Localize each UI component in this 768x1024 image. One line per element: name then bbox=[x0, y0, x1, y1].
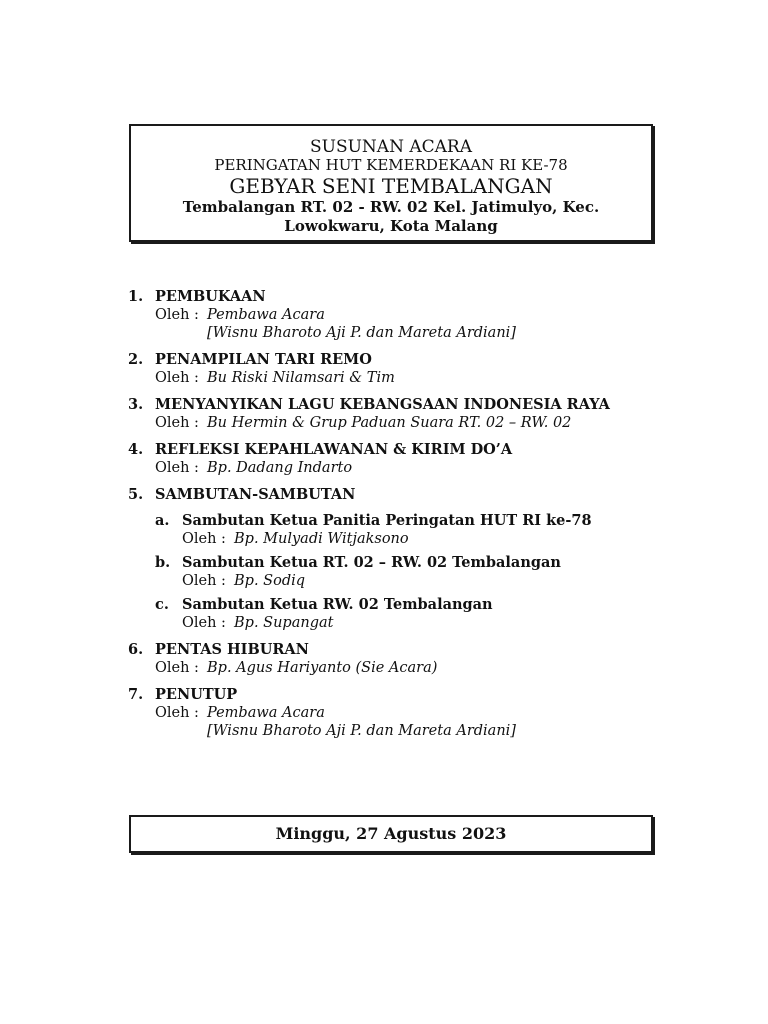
performer-row bbox=[155, 572, 648, 590]
item-title: PENTAS HIBURAN bbox=[155, 641, 309, 658]
agenda-item-heading bbox=[128, 396, 648, 414]
document-subtitle: PERINGATAN HUT KEMERDEKAAN RI KE-78 bbox=[214, 156, 568, 174]
event-name: GEBYAR SENI TEMBALANGAN bbox=[229, 174, 553, 198]
performer-label: Oleh : bbox=[155, 370, 199, 386]
performer-row bbox=[128, 659, 648, 677]
item-number: 7. bbox=[128, 686, 144, 703]
sub-item-title: Sambutan Ketua RW. 02 Tembalangan bbox=[182, 596, 493, 613]
sub-agenda-list bbox=[155, 512, 648, 632]
item-title: MENYANYIKAN LAGU KEBANGSAAN INDONESIA RAYA bbox=[155, 396, 610, 413]
performer-name: Pembawa Acara bbox=[207, 307, 325, 323]
performer-row bbox=[128, 704, 648, 722]
item-title: PENUTUP bbox=[155, 686, 238, 703]
agenda-item-heading bbox=[128, 641, 648, 659]
performer-name: Bp. Sodiq bbox=[234, 573, 306, 589]
item-number: 1. bbox=[128, 288, 144, 305]
sub-item-letter: a. bbox=[155, 512, 170, 529]
agenda-item-heading bbox=[128, 441, 648, 459]
sub-item-letter: b. bbox=[155, 554, 171, 571]
performer-name: Bu Hermin & Grup Paduan Suara RT. 02 – RW. 02 bbox=[207, 415, 572, 431]
performer-row bbox=[128, 369, 648, 387]
performer-row bbox=[155, 530, 648, 548]
performer-label: Oleh : bbox=[155, 705, 199, 721]
item-number: 6. bbox=[128, 641, 144, 658]
performer-label: Oleh : bbox=[182, 531, 226, 547]
item-number: 3. bbox=[128, 396, 144, 413]
agenda-item bbox=[128, 288, 648, 342]
agenda-item bbox=[128, 486, 648, 632]
agenda-item bbox=[128, 396, 648, 432]
performer-row bbox=[128, 414, 648, 432]
event-date-box bbox=[129, 815, 653, 853]
event-date: Minggu, 27 Agustus 2023 bbox=[275, 824, 507, 843]
sub-agenda-heading bbox=[155, 512, 648, 530]
event-address: Tembalangan RT. 02 - RW. 02 Kel. Jatimulyo, Kec. Lowokwaru, Kota Malang bbox=[182, 198, 600, 235]
performer-name: Bp. Agus Hariyanto (Sie Acara) bbox=[207, 660, 438, 676]
sub-agenda-heading bbox=[155, 596, 648, 614]
header-box bbox=[129, 124, 653, 242]
agenda-item bbox=[128, 351, 648, 387]
item-title: SAMBUTAN-SAMBUTAN bbox=[155, 486, 356, 503]
performer-row bbox=[128, 459, 648, 477]
performer-label: Oleh : bbox=[182, 615, 226, 631]
performer-name: Bp. Mulyadi Witjaksono bbox=[234, 531, 409, 547]
sub-item-title: Sambutan Ketua RT. 02 – RW. 02 Tembalangan bbox=[182, 554, 561, 571]
agenda-item bbox=[128, 441, 648, 477]
item-title: REFLEKSI KEPAHLAWANAN & KIRIM DO’A bbox=[155, 441, 513, 458]
performer-detail: [Wisnu Bharoto Aji P. dan Mareta Ardiani] bbox=[207, 723, 516, 739]
agenda-list bbox=[128, 288, 648, 749]
performer-row bbox=[155, 614, 648, 632]
performer-name: Bp. Dadang Indarto bbox=[207, 460, 353, 476]
performer-detail: [Wisnu Bharoto Aji P. dan Mareta Ardiani] bbox=[207, 325, 516, 341]
performer-label: Oleh : bbox=[182, 573, 226, 589]
performer-name: Bp. Supangat bbox=[234, 615, 334, 631]
sub-agenda-item bbox=[155, 554, 648, 590]
performer-name: Bu Riski Nilamsari & Tim bbox=[207, 370, 395, 386]
agenda-item-heading bbox=[128, 351, 648, 369]
performer-label: Oleh : bbox=[155, 415, 199, 431]
item-number: 2. bbox=[128, 351, 144, 368]
document-title: SUSUNAN ACARA bbox=[309, 137, 472, 157]
item-title: PENAMPILAN TARI REMO bbox=[155, 351, 372, 368]
performer-label: Oleh : bbox=[155, 460, 199, 476]
performer-row bbox=[128, 306, 648, 324]
sub-agenda-item bbox=[155, 512, 648, 548]
sub-item-title: Sambutan Ketua Panitia Peringatan HUT RI ke-78 bbox=[182, 512, 592, 529]
sub-item-letter: c. bbox=[155, 596, 169, 613]
agenda-item-heading bbox=[128, 486, 648, 504]
sub-agenda-item bbox=[155, 596, 648, 632]
item-number: 5. bbox=[128, 486, 144, 503]
item-number: 4. bbox=[128, 441, 144, 458]
agenda-item bbox=[128, 641, 648, 677]
agenda-item-heading bbox=[128, 288, 648, 306]
performer-name: Pembawa Acara bbox=[207, 705, 325, 721]
item-title: PEMBUKAAN bbox=[155, 288, 266, 305]
agenda-item-heading bbox=[128, 686, 648, 704]
agenda-item bbox=[128, 686, 648, 740]
performer-label: Oleh : bbox=[155, 660, 199, 676]
performer-label: Oleh : bbox=[155, 307, 199, 323]
sub-agenda-heading bbox=[155, 554, 648, 572]
